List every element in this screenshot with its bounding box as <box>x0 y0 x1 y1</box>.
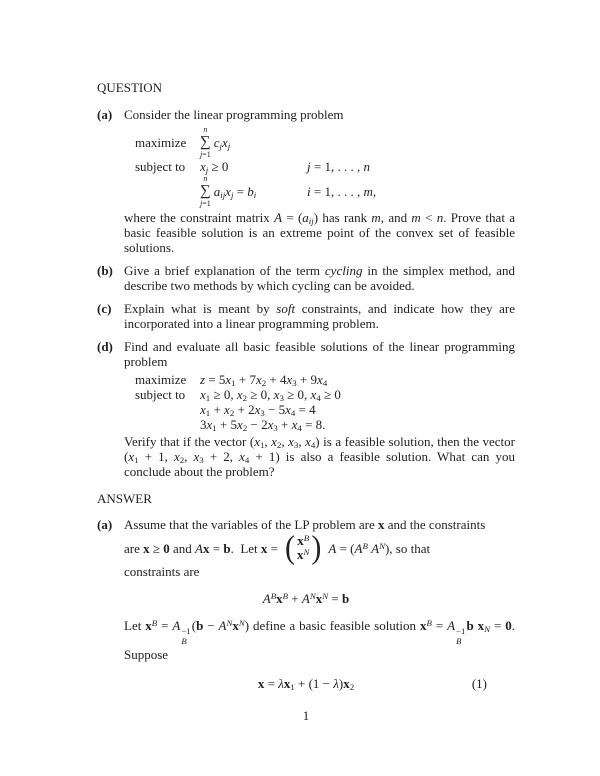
answer-item-a <box>97 517 515 579</box>
constraint1-expression: $x_1 \ge 0$, $x_2 \ge 0$, $x_3 \ge 0$, $x_4 \ge 0$ <box>200 387 341 404</box>
answer-a-line2 <box>124 529 515 566</box>
item-label-answer-a: (a) <box>97 517 113 532</box>
column-vector <box>285 529 322 566</box>
item-label-d: (d) <box>97 339 113 354</box>
left-paren: ( <box>285 529 295 566</box>
question-item-c <box>97 301 515 331</box>
question-item-d-body <box>124 339 515 479</box>
page-number: 1 <box>302 707 310 723</box>
item-label-c: (c) <box>97 301 112 316</box>
constraint3-expression: $3x_1 + 5x_2 - 2x_3 + x_4 = 8$. <box>200 417 326 434</box>
equation-2-body: $x = \lambda x_1 + (1 - \lambda)x_2$ <box>257 675 355 693</box>
item-label-a: (a) <box>97 107 113 122</box>
question-item-d <box>97 339 515 479</box>
constraint1-range: j = 1, . . . , n <box>307 159 370 174</box>
answer-a-line1: Assume that the variables of the LP problem are x and the constraints <box>124 517 486 532</box>
constraint2-expression: $x_1 + x_2 + 2x_3 - 5x_4 = 4$ <box>200 402 316 419</box>
constraint2-expression <box>200 174 307 208</box>
question-heading: QUESTION <box>97 80 162 95</box>
question-item-b <box>97 263 515 293</box>
sum-lower-limit: j=1 <box>200 199 211 208</box>
right-paren: ) <box>311 529 322 566</box>
lp-block-d <box>135 372 515 432</box>
answer-a-paragraph-2 <box>97 618 515 662</box>
sum-lower-limit: j=1 <box>200 150 211 159</box>
lp-a-constraint2-row <box>135 174 515 208</box>
vector-top-entry: $x^B$ <box>297 533 310 548</box>
question-b-text: Give a brief explanation of the term cycling in the simplex method, and describe two methods by which cycling can be avoided. <box>124 263 516 293</box>
answer-item-a-body <box>124 517 515 579</box>
display-equation-2 <box>97 676 515 691</box>
sigma-icon: ∑ <box>200 134 211 150</box>
question-item-c-body <box>124 301 515 331</box>
maximize-label: maximize <box>135 134 187 150</box>
answer-a-line3: constraints are <box>124 564 200 579</box>
equation-1-body: $A^Bx^B + A^Nx^N = b$ <box>262 591 350 606</box>
sum-upper-limit: n <box>203 125 208 134</box>
objective-expression <box>200 125 307 159</box>
summation-symbol-group <box>200 174 211 208</box>
answer-a-paragraph-2-body <box>124 618 515 662</box>
question-c-text: Explain what is meant by soft constraints, and indicate how they are incorporated into a linear programming problem. <box>124 301 515 331</box>
answer-a-line2-post: $A = (A^B$ $A^N$), so that <box>328 540 431 556</box>
lp-a-objective-row <box>135 125 515 159</box>
subject-to-label: subject to <box>135 387 186 402</box>
sum-upper-limit: n <box>203 174 208 183</box>
lp-block-a <box>135 125 515 208</box>
sigma-icon: ∑ <box>200 183 211 199</box>
question-a-intro: Consider the linear programming problem <box>124 107 344 122</box>
question-item-a-body <box>124 107 515 255</box>
subject-to-label: subject to <box>135 159 186 174</box>
maximize-label: maximize <box>135 372 187 387</box>
question-a-outro: where the constraint matrix $A = (a_{ij})$ has rank m, and m < n. Prove that a basic feasible solution is an extreme point of the convex set of feasible solutions. <box>124 210 516 255</box>
display-equation-1 <box>97 591 515 606</box>
answer-heading: ANSWER <box>97 491 152 506</box>
item-label-b: (b) <box>97 263 113 278</box>
answer-a-paragraph-2-text: Let $x^B = A$ −1 B $(b - A^Nx^N)$ define a basic feasible solution $x^B = A$ −1 B b $x_N = 0$. Suppose <box>124 618 515 662</box>
equation-number: (1) <box>471 675 487 691</box>
lp-d-constraint3-row <box>135 417 515 432</box>
vector-bottom-entry: $x^N$ <box>297 547 310 562</box>
lp-d-constraint2-row <box>135 402 515 417</box>
constraint1-expression: $x_j \ge 0$ <box>200 159 229 176</box>
constraint2-range: i = 1, . . . , m, <box>307 183 377 199</box>
vector-entries <box>295 534 311 562</box>
lp-d-objective-row <box>135 372 515 387</box>
objective-terms: $c_jx_j$ <box>213 134 231 151</box>
lp-a-constraint1-row <box>135 159 515 174</box>
lp-d-constraint1-row <box>135 387 515 402</box>
answer-a-line2-pre: are x ≥ 0 and Ax = b. Let x = <box>124 540 278 556</box>
objective-expression: $z = 5x_1 + 7x_2 + 4x_3 + 9x_4$ <box>200 372 328 389</box>
question-d-intro: Find and evaluate all basic feasible solutions of the linear programming problem <box>124 339 515 369</box>
constraint2-terms: $a_{ij}x_j = b_i$ <box>213 183 257 200</box>
question-item-b-body <box>124 263 515 293</box>
question-d-outro: Verify that if the vector ($x_1$, $x_2$, $x_3$, $x_4$) is a feasible solution, then the vector ($x_1 + 1$, $x_2$, $x_3 + 2$, $x_4 + 1$) is also a feasible solution. What can you conclude about the problem? <box>124 434 515 479</box>
summation-symbol-group <box>200 125 211 159</box>
question-item-a <box>97 107 515 255</box>
empty-label <box>97 618 124 662</box>
